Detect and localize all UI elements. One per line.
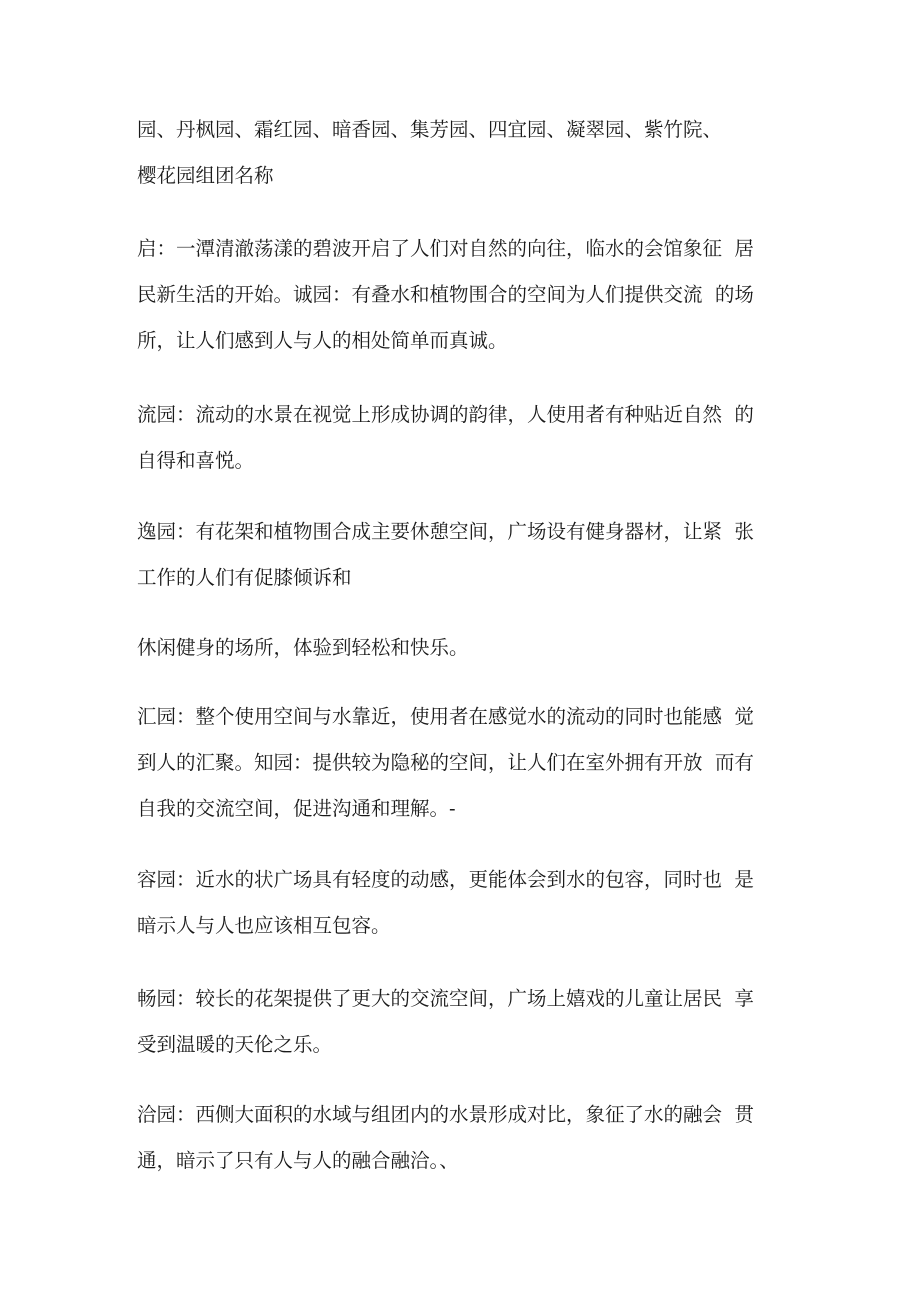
text-line: 畅园：较长的花架提供了更大的交流空间，广场上嬉戏的儿童让居民 享: [137, 987, 754, 1010]
paragraph-garden-names: [137, 107, 787, 199]
paragraph-qi-cheng-garden: [137, 226, 787, 364]
paragraph-rong-garden: [137, 857, 787, 949]
paragraph-yi-garden: [137, 509, 787, 601]
paragraph-hui-zhi-garden: [137, 694, 787, 832]
text-line: 启：一潭清澈荡漾的碧波开启了人们对自然的向往，临水的会馆象征 居: [137, 237, 754, 260]
text-line: 汇园：整个使用空间与水靠近，使用者在感觉水的流动的同时也能感 觉: [137, 705, 754, 728]
text-line: 洽园：西侧大面积的水域与组团内的水景形成对比，象征了水的融会 贯: [137, 1103, 754, 1126]
paragraph-chang-garden: [137, 976, 787, 1068]
text-line: 自得和喜悦。: [137, 449, 255, 472]
text-line: 民新生活的开始。诚园：有叠水和植物围合的空间为人们提供交流 的场: [137, 283, 754, 306]
text-line: 流园：流动的水景在视觉上形成协调的韵律，人使用者有种贴近自然 的: [137, 403, 754, 426]
text-line: 暗示人与人也应该相互包容。: [137, 914, 391, 937]
text-line: 樱花园组团名称: [137, 164, 274, 187]
paragraph-liu-garden: [137, 392, 787, 484]
text-line: 容园：近水的状广场具有轻度的动感，更能体会到水的包容，同时也 是: [137, 868, 754, 891]
text-line: 自我的交流空间，促进沟通和理解。-: [137, 797, 456, 820]
text-line: 所，让人们感到人与人的相处简单而真诚。: [137, 329, 508, 352]
text-line: 休闲健身的场所，体验到轻松和快乐。: [137, 636, 469, 659]
paragraph-qia-garden: [137, 1092, 787, 1184]
text-line: 到人的汇聚。知园：提供较为隐秘的空间，让人们在室外拥有开放 而有: [137, 751, 754, 774]
text-line: 受到温暖的天伦之乐。: [137, 1033, 333, 1056]
paragraph-yi-garden-continued: [137, 625, 787, 671]
text-line: 逸园：有花架和植物围合成主要休憩空间，广场设有健身器材，让紧 张: [137, 520, 754, 543]
text-line: 园、丹枫园、霜红园、暗香园、集芳园、四宜园、凝翠园、紫竹院、: [137, 118, 723, 141]
text-line: 通，暗示了只有人与人的融合融洽。、: [137, 1149, 459, 1172]
text-line: 工作的人们有促膝倾诉和: [137, 566, 352, 589]
